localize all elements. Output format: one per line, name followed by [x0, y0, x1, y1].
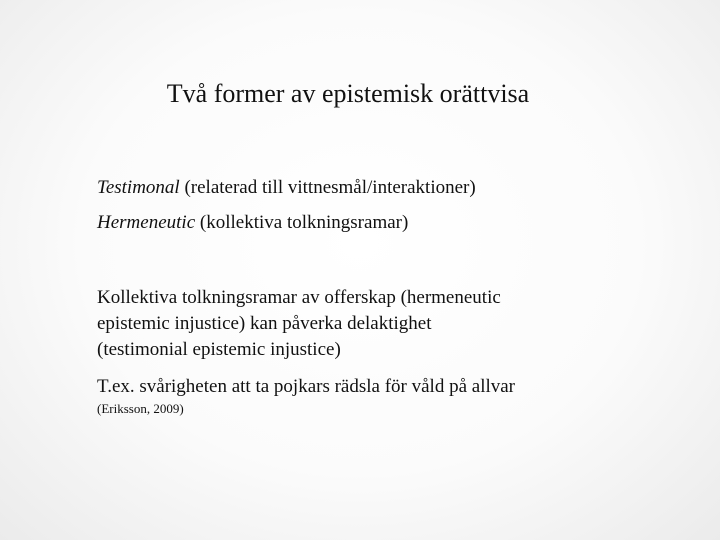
paragraph-line: (testimonial epistemic injustice)	[97, 339, 341, 360]
paragraph-line: epistemic injustice) kan påverka delaktighet	[97, 313, 432, 334]
citation: (Eriksson, 2009)	[97, 401, 184, 416]
testimonal-line	[97, 175, 476, 201]
hermeneutic-description: (kollektiva tolkningsramar)	[195, 212, 409, 233]
testimonal-description: (relaterad till vittnesmål/interaktioner)	[179, 177, 476, 198]
hermeneutic-line	[97, 210, 408, 236]
example-text: T.ex. svårigheten att ta pojkars rädsla för våld på allvar	[97, 376, 516, 397]
body-paragraph	[97, 285, 501, 363]
testimonal-term: Testimonal	[97, 177, 180, 198]
hermeneutic-term: Hermeneutic	[97, 212, 196, 233]
slide-title: Två former av epistemisk orättvisa	[166, 79, 530, 108]
paragraph-line: Kollektiva tolkningsramar av offerskap (hermeneutic	[97, 287, 501, 308]
